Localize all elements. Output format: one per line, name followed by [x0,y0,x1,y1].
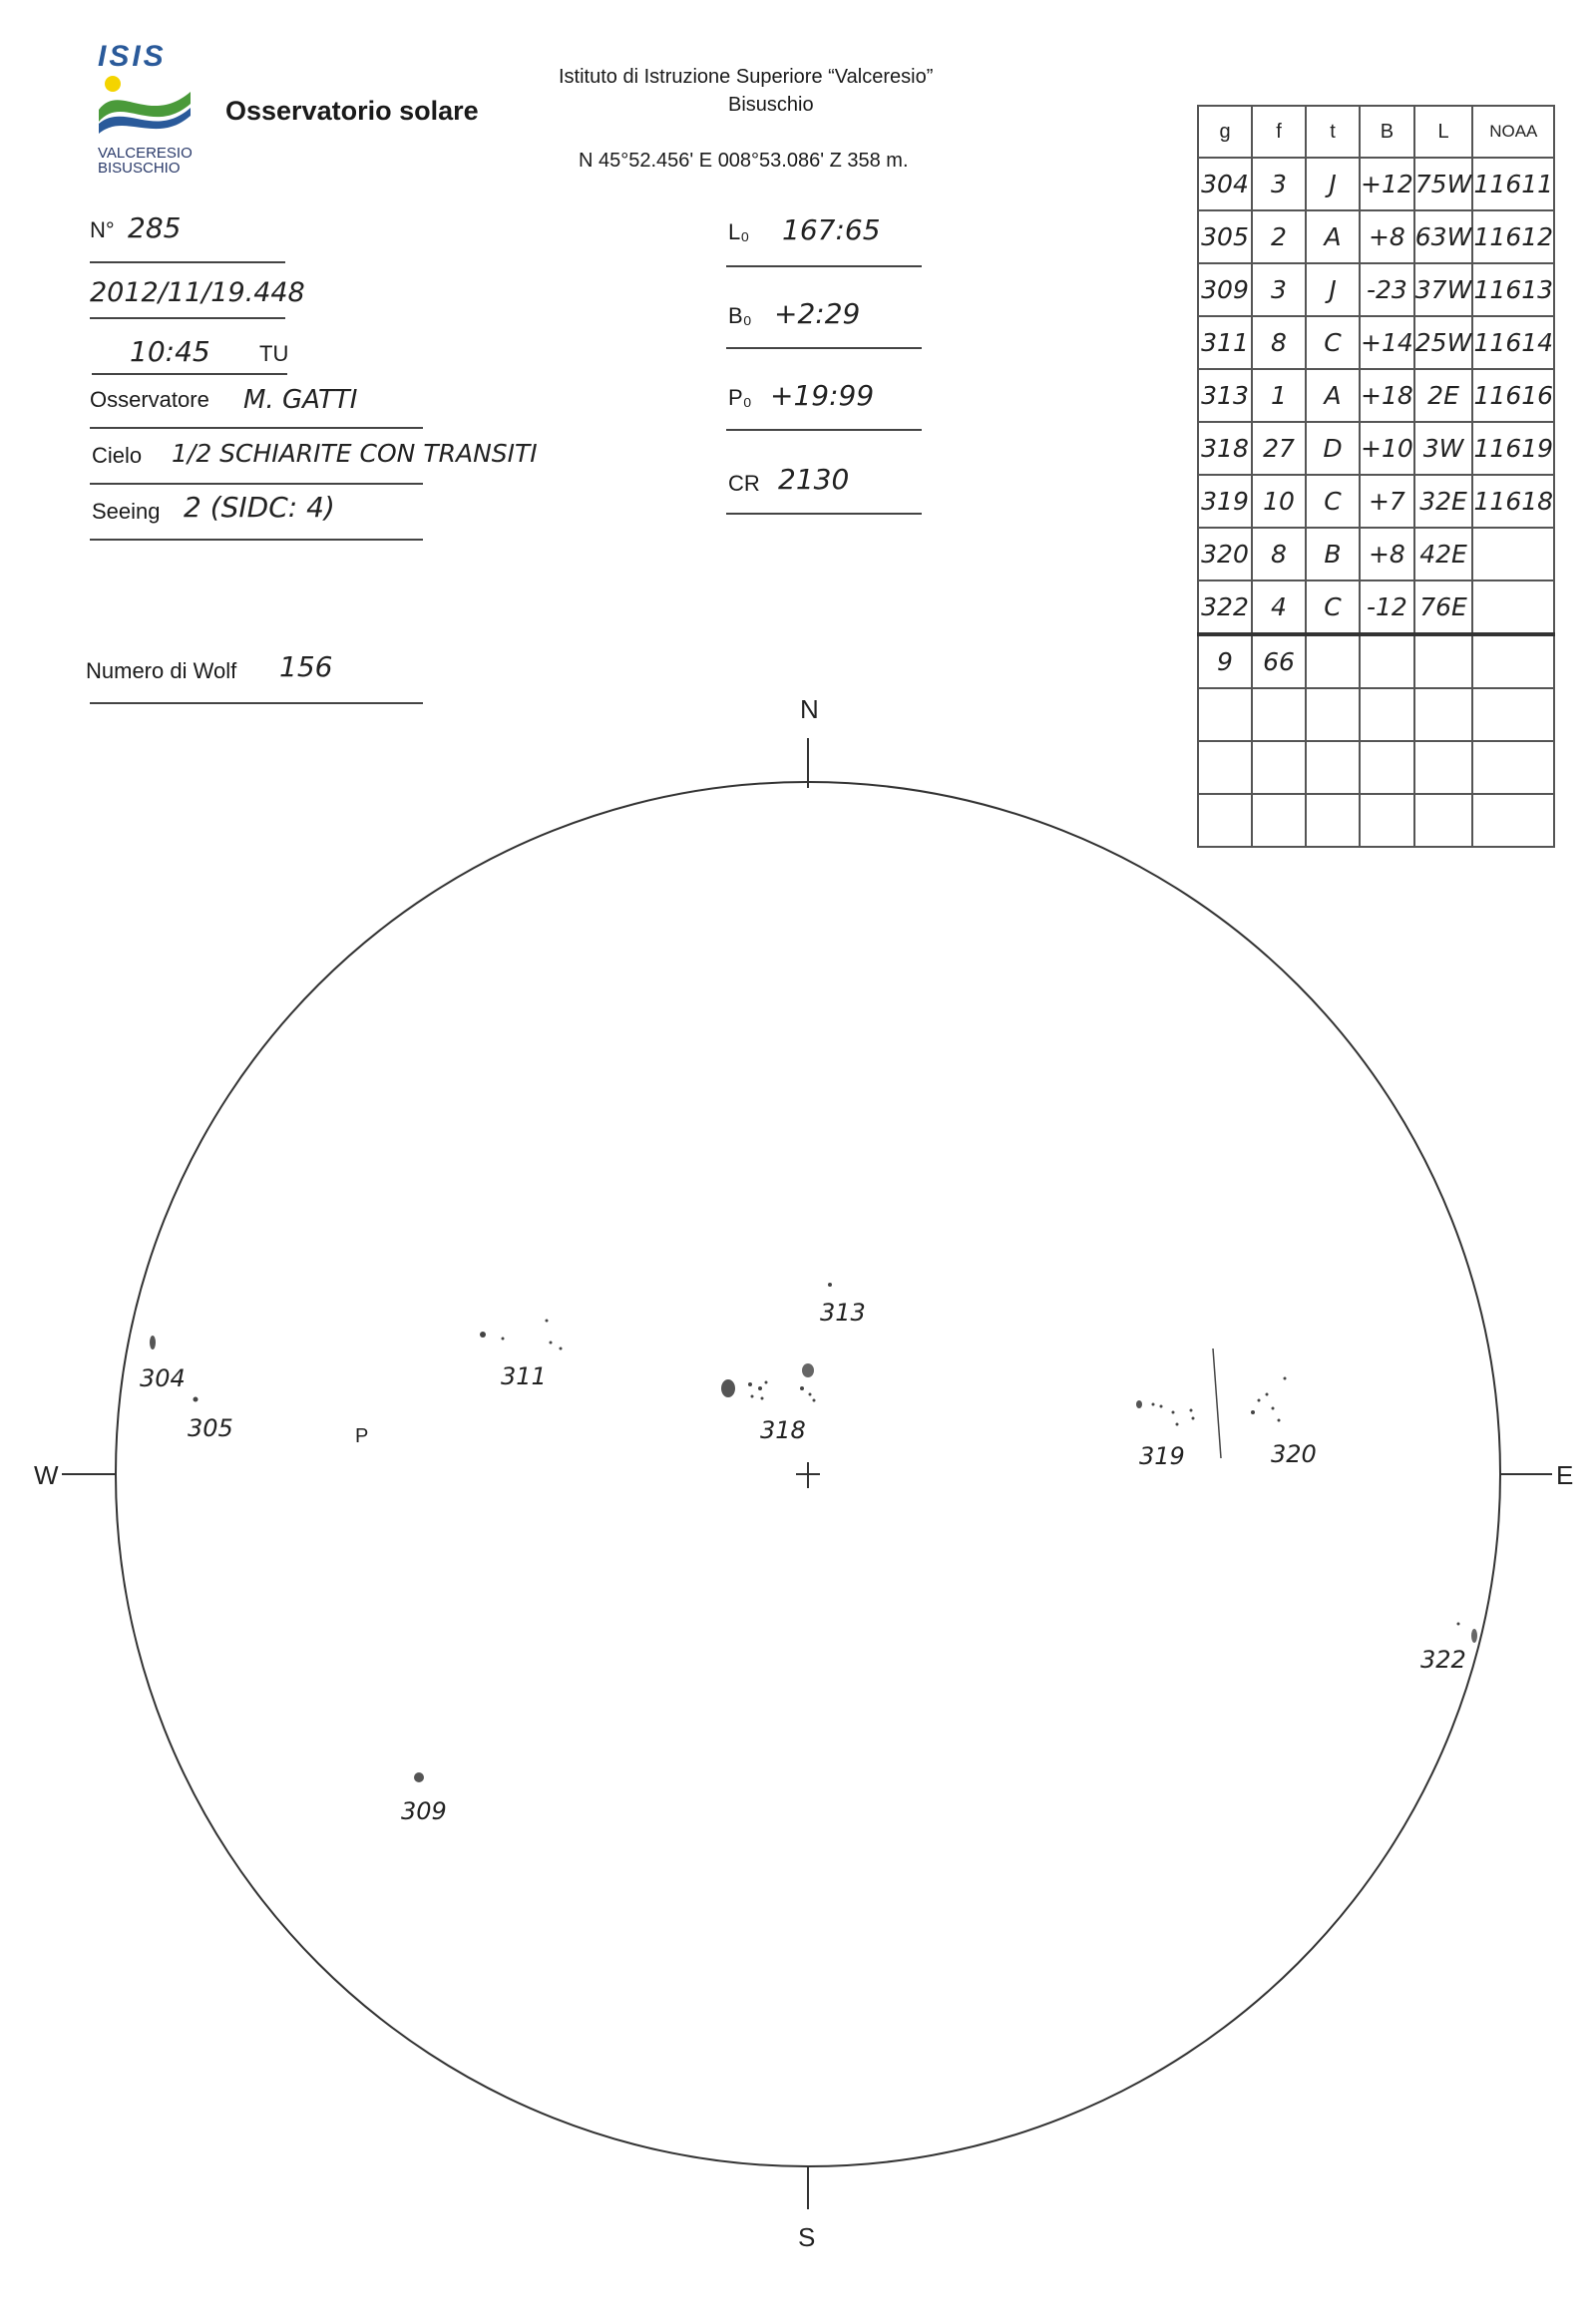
sunspot [1136,1400,1142,1408]
sunspot [721,1379,735,1397]
sunspot [1172,1411,1175,1414]
table-row-cell: 8 [1252,528,1306,580]
meridian-mark [1213,1349,1221,1458]
table-header-row-cell: t [1306,106,1360,158]
group-label-311: 311 [501,1362,547,1390]
table-row-cell: 37W [1414,263,1473,316]
table-row-cell: 322 [1198,580,1252,634]
table-row-cell: 313 [1198,369,1252,422]
south-label: S [798,2222,816,2252]
table-row-cell: J [1306,158,1360,210]
sunspot [751,1395,754,1398]
table-row-cell: +12 [1360,158,1414,210]
l0-label: L₀ [728,219,750,244]
sunspot [1284,1377,1287,1380]
table-row-cell: +10 [1360,422,1414,475]
p-axis-mark: P [355,1425,369,1447]
cr-label: CR [728,471,760,496]
seeing-value: 2 (SIDC: 4) [184,491,335,524]
group-label-305: 305 [188,1414,233,1442]
table-row-cell: 11612 [1472,210,1554,263]
sunspot [480,1332,486,1338]
institute-name: Istituto di Istruzione Superiore “Valceresio” [559,66,934,88]
table-row-cell: 63W [1414,210,1473,263]
table-row-cell: 10 [1252,475,1306,528]
sunspot [194,1397,199,1402]
table-header-row-cell: NOAA [1472,106,1554,158]
table-row-cell: 8 [1252,316,1306,369]
sunspot [1152,1403,1155,1406]
table-row-cell: 319 [1198,475,1252,528]
table-row-cell: C [1306,475,1360,528]
table-row-cell: -23 [1360,263,1414,316]
sunspot [1192,1417,1195,1420]
l0-value: 167:65 [782,213,881,246]
table-row-cell: 4 [1252,580,1306,634]
wolf-label: Numero di Wolf [86,658,237,683]
table-row-cell: B [1306,528,1360,580]
cr-value: 2130 [778,463,850,496]
table-row-cell: 11613 [1472,263,1554,316]
logo-subtitle-2: BISUSCHIO [98,160,181,177]
table-row-cell: 305 [1198,210,1252,263]
sunspot [1160,1405,1163,1408]
table-row-cell: +7 [1360,475,1414,528]
sunspot [758,1386,762,1390]
table-row-cell: C [1306,316,1360,369]
b0-value: +2:29 [774,297,861,330]
observer-value: M. GATTI [243,385,358,415]
sunspot [802,1363,814,1377]
table-row-cell: -12 [1360,580,1414,634]
north-label: N [800,694,819,724]
table-row-cell: 11614 [1472,316,1554,369]
sunspot [1266,1393,1269,1396]
table-row-cell: 304 [1198,158,1252,210]
east-label: E [1556,1460,1574,1490]
table-row-cell: 3W [1414,422,1473,475]
table-row-cell: D [1306,422,1360,475]
number-value: 285 [128,211,182,244]
logo-text: ISIS [98,40,167,73]
table-row-cell: 75W [1414,158,1473,210]
sunspot [761,1397,764,1400]
observer-label: Osservatore [90,387,209,412]
sunspot [546,1320,549,1323]
sunspot [809,1393,812,1396]
table-row-cell: 25W [1414,316,1473,369]
site-coordinates: N 45°52.456' E 008°53.086' Z 358 m. [579,150,909,172]
table-row-cell: 1 [1252,369,1306,422]
group-label-304: 304 [140,1364,186,1392]
table-row-cell: A [1306,210,1360,263]
table-header-row-cell: B [1360,106,1414,158]
table-row-cell: C [1306,580,1360,634]
institute-town: Bisuschio [728,94,814,116]
table-total-row-cell: 66 [1252,634,1306,688]
table-header-row-cell: g [1198,106,1252,158]
sunspot [414,1772,424,1782]
table-row-cell: 3 [1252,263,1306,316]
sunspot [1272,1407,1275,1410]
group-label-313: 313 [820,1299,866,1327]
sunspot [560,1348,563,1351]
wolf-value: 156 [279,650,333,683]
sunspot [550,1342,553,1345]
sunspot [150,1336,156,1350]
table-row-cell: A [1306,369,1360,422]
table-row-cell: 309 [1198,263,1252,316]
table-row-cell: 11618 [1472,475,1554,528]
sunspot [813,1399,816,1402]
sunspot [1176,1423,1179,1426]
number-label: N° [90,217,115,242]
b0-label: B₀ [728,303,752,328]
sunspot [1278,1419,1281,1422]
sunspot [765,1381,768,1384]
group-label-319: 319 [1139,1442,1185,1470]
table-row-cell: 318 [1198,422,1252,475]
table-row-cell: +14 [1360,316,1414,369]
sunspot [828,1283,832,1287]
table-row-cell: 32E [1414,475,1473,528]
table-row-cell: 27 [1252,422,1306,475]
time-unit: TU [259,341,289,366]
table-row-cell: 3 [1252,158,1306,210]
table-row-cell: 320 [1198,528,1252,580]
p0-value: +19:99 [770,379,875,412]
table-row-cell: +8 [1360,528,1414,580]
table-row-cell: 11616 [1472,369,1554,422]
table-row-cell: J [1306,263,1360,316]
sunspot [1258,1399,1261,1402]
time-value: 10:45 [130,335,210,368]
sky-value: 1/2 SCHIARITE CON TRANSITI [172,439,538,468]
date-value: 2012/11/19.448 [90,277,305,308]
sunspot [1471,1629,1477,1643]
logo-subtitle-1: VALCERESIO [98,145,193,162]
table-row-cell: 42E [1414,528,1473,580]
p0-label: P₀ [728,385,752,410]
table-row-cell: 11619 [1472,422,1554,475]
table-header-row-cell: f [1252,106,1306,158]
table-row-cell: +8 [1360,210,1414,263]
sunspot [748,1382,752,1386]
group-label-322: 322 [1420,1646,1466,1674]
table-row-cell: 76E [1414,580,1473,634]
sky-label: Cielo [92,443,143,468]
sunspot [1251,1410,1255,1414]
group-label-320: 320 [1271,1440,1317,1468]
table-row-cell: 311 [1198,316,1252,369]
sunspot [1457,1623,1460,1626]
sunspots [150,1283,1477,1782]
seeing-label: Seeing [92,499,161,524]
table-row-cell: 2E [1414,369,1473,422]
west-label: W [34,1460,59,1490]
sunspot [1190,1409,1193,1412]
table-row-cell: 2 [1252,210,1306,263]
table-row-cell: +18 [1360,369,1414,422]
table-row-cell: 11611 [1472,158,1554,210]
group-label-318: 318 [760,1416,806,1444]
observatory-title: Osservatorio solare [225,96,479,126]
sunspot [800,1386,804,1390]
table-total-row-cell: 9 [1198,634,1252,688]
sunspot [502,1338,505,1341]
table-header-row-cell: L [1414,106,1473,158]
group-label-309: 309 [401,1797,447,1825]
